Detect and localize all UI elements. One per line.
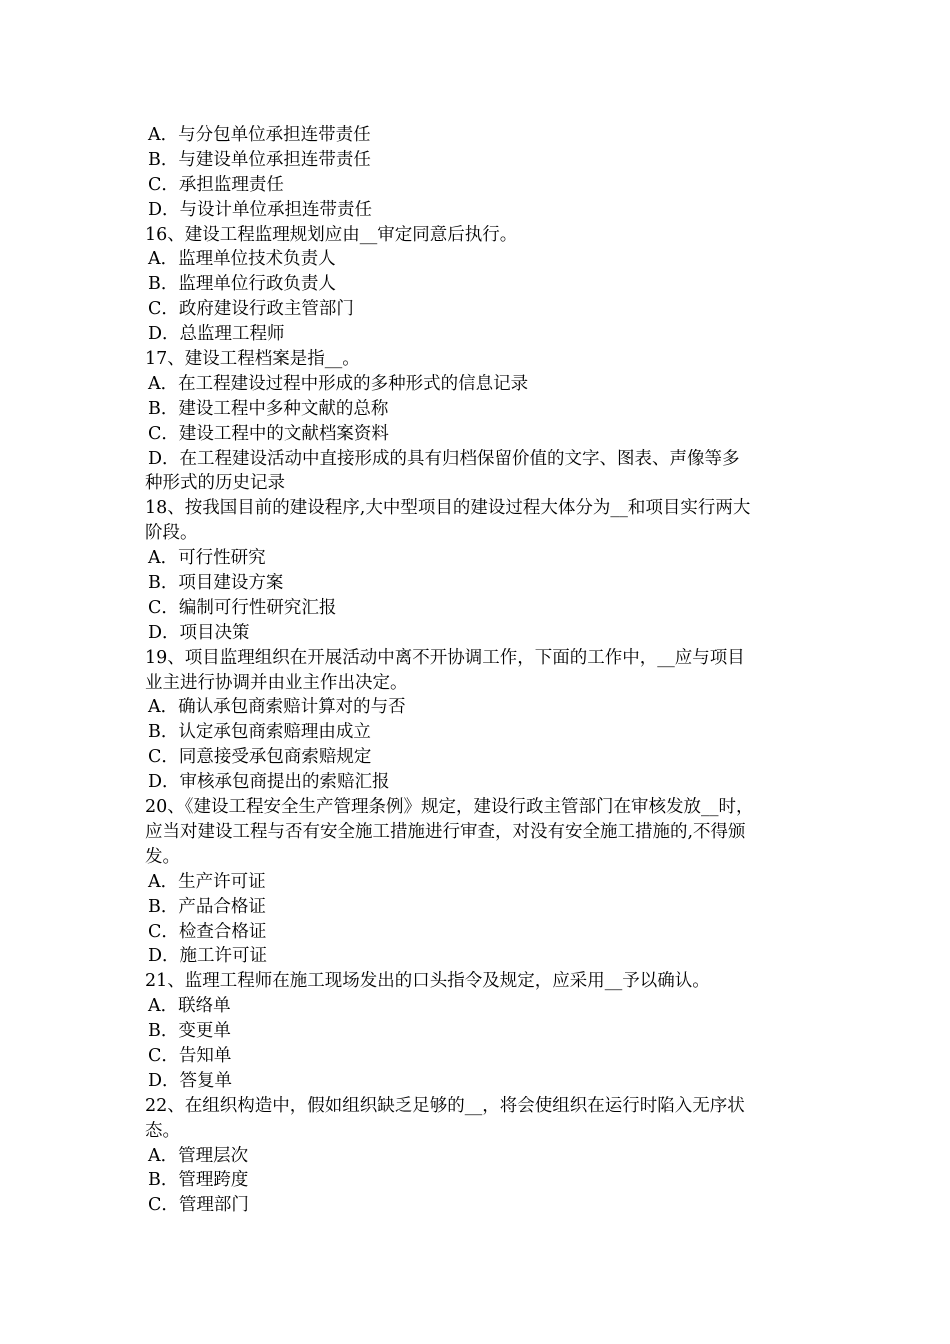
- answer-option-line: B．管理跨度: [148, 1170, 249, 1191]
- answer-option-line: C．告知单: [148, 1045, 232, 1066]
- answer-option-line: A．管理层次: [148, 1145, 249, 1166]
- answer-option-line: D．施工许可证: [148, 946, 268, 967]
- answer-option-line: B．监理单位行政负责人: [148, 274, 336, 295]
- question-text-line: 阶段。: [145, 523, 198, 544]
- question-text-line: 业主进行协调并由业主作出决定。: [145, 672, 408, 693]
- question-text-line: 发。: [145, 846, 180, 867]
- answer-option-line: A．联络单: [148, 996, 231, 1017]
- answer-option-line: C．承担监理责任: [148, 174, 284, 195]
- question-text-line: 21、监理工程师在施工现场发出的口头指令及规定，应采用__予以确认。: [145, 971, 710, 992]
- answer-option-line: C．建设工程中的文献档案资料: [148, 423, 389, 444]
- question-text-line: 态。: [145, 1120, 180, 1141]
- answer-option-line: B．建设工程中多种文献的总称: [148, 398, 389, 419]
- answer-option-line: B．项目建设方案: [148, 573, 284, 594]
- answer-option-line: A．确认承包商索赔计算对的与否: [148, 697, 406, 718]
- answer-option-line: D．项目决策: [148, 622, 250, 643]
- answer-option-line: B．与建设单位承担连带责任: [148, 149, 371, 170]
- answer-option-line: C．编制可行性研究汇报: [148, 597, 337, 618]
- answer-option-line: A．与分包单位承担连带责任: [148, 125, 371, 145]
- answer-option-line: A．监理单位技术负责人: [148, 249, 336, 270]
- answer-option-line: C．管理部门: [148, 1195, 249, 1216]
- answer-option-line: D．总监理工程师: [148, 324, 285, 345]
- answer-option-line: A．在工程建设过程中形成的多种形式的信息记录: [148, 373, 529, 394]
- answer-option-line: A．生产许可证: [148, 871, 266, 892]
- question-text-line: 种形式的历史记录: [145, 473, 285, 494]
- answer-option-line: C．检查合格证: [148, 921, 267, 942]
- question-text-line: 应当对建设工程与否有安全施工措施进行审查，对没有安全施工措施的,不得颁: [145, 821, 746, 842]
- question-text-line: 18、按我国目前的建设程序,大中型项目的建设过程大体分为__和项目实行两大: [145, 498, 751, 519]
- answer-option-line: A．可行性研究: [148, 548, 266, 569]
- answer-option-line: D．审核承包商提出的索赔汇报: [148, 772, 390, 793]
- answer-option-line: D．在工程建设活动中直接形成的具有归档保留价值的文字、图表、声像等多: [148, 448, 740, 469]
- answer-option-line: C．政府建设行政主管部门: [148, 299, 354, 320]
- answer-option-line: C．同意接受承包商索赔规定: [148, 747, 372, 768]
- answer-option-line: D．答复单: [148, 1070, 233, 1091]
- answer-option-line: B．产品合格证: [148, 896, 266, 917]
- question-text-line: 20、《建设工程安全生产管理条例》规定，建设行政主管部门在审核发放__时，: [145, 797, 754, 818]
- answer-option-line: B．变更单: [148, 1021, 231, 1042]
- question-text-line: 22、在组织构造中，假如组织缺乏足够的__，将会使组织在运行时陷入无序状: [145, 1095, 745, 1116]
- document-body: [145, 123, 815, 1218]
- question-text-line: 16、建设工程监理规划应由__审定同意后执行。: [145, 224, 518, 245]
- question-text-line: 19、项目监理组织在开展活动中离不开协调工作，下面的工作中，__应与项目: [145, 647, 745, 668]
- question-text-line: 17、建设工程档案是指__。: [145, 349, 360, 370]
- answer-option-line: B．认定承包商索赔理由成立: [148, 722, 371, 743]
- answer-option-line: D．与设计单位承担连带责任: [148, 199, 373, 220]
